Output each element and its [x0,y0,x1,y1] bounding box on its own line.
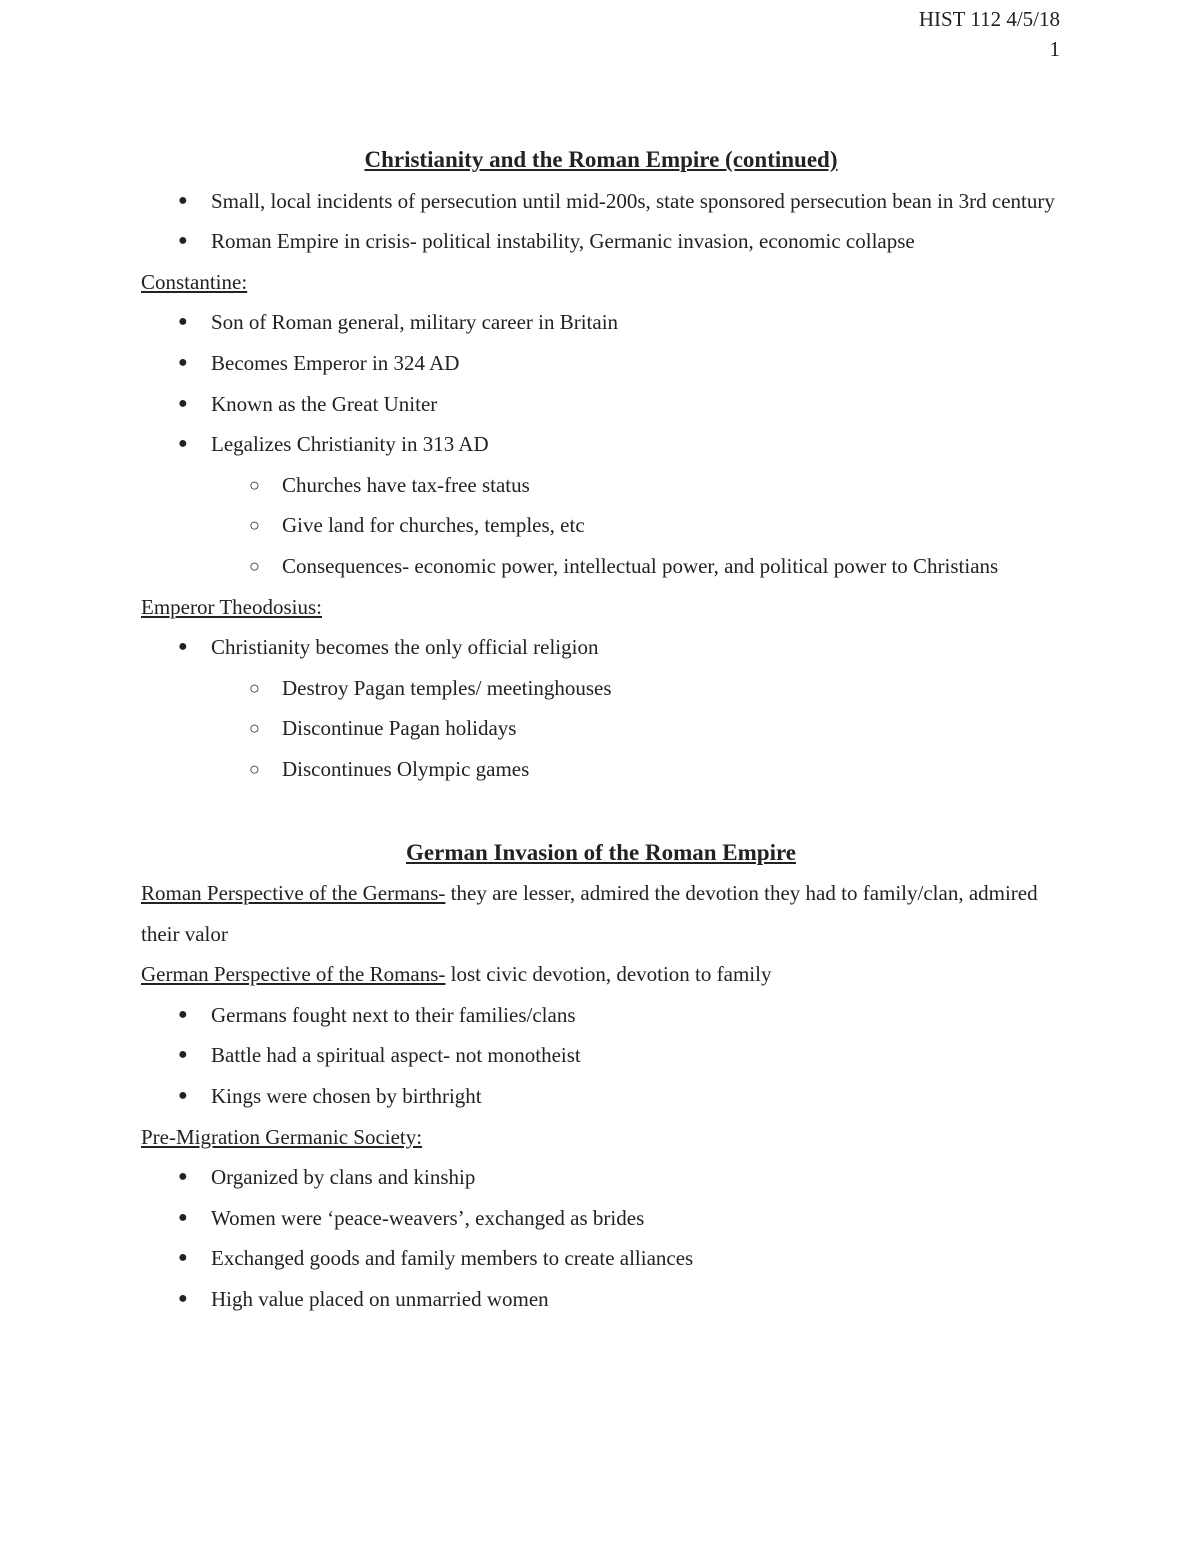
list-item-text: Son of Roman general, military career in Britain [211,310,619,335]
list-item-text: High value placed on unmarried women [211,1287,549,1312]
list-item [141,424,1061,465]
bullet-icon: ● [178,1046,188,1064]
subheading-label: Pre-Migration Germanic Society: [141,1124,423,1149]
list-item-text: Organized by clans and kinship [211,1165,476,1190]
section-title-german-invasion: German Invasion of the Roman Empire [406,839,796,865]
bullet-icon: ● [178,232,188,250]
list-item-text: Battle had a spiritual aspect- not monotheist [211,1043,581,1068]
hollow-bullet-icon: ○ [249,515,260,536]
list-item-text: Legalizes Christianity in 313 AD [211,432,489,457]
bullet-icon: ● [178,1208,188,1226]
section-title-christianity: Christianity and the Roman Empire (continued) [364,147,838,172]
list-item [141,1238,1061,1279]
bullet-list-theodosius [141,627,1061,789]
paragraph-label: German Perspective of the Romans- [141,962,446,987]
bullet-list-constantine [141,302,1061,586]
subheading-pre-migration [141,1117,1061,1158]
bullet-icon: ● [178,1249,188,1267]
bullet-list-pre-migration [141,1157,1061,1319]
list-item [141,1279,1061,1320]
subheading-label: Constantine: [141,269,248,294]
list-item-text: Discontinue Pagan holidays [282,716,517,741]
list-item [141,384,1061,425]
list-item-text: Christianity becomes the only official religion [211,635,599,660]
bullet-icon: ● [178,1005,188,1023]
bullet-icon: ● [178,638,188,656]
bullet-icon: ● [178,353,188,371]
subheading-theodosius [141,587,1061,628]
subheading-constantine [141,262,1061,303]
list-item [141,1198,1061,1239]
header-page-number: 1 [1049,37,1060,61]
page-header [919,4,1060,64]
header-course-date: HIST 112 4/5/18 [918,7,1060,31]
bullet-icon: ● [178,313,188,331]
sub-list-item [141,668,1061,709]
bullet-icon: ● [178,1290,188,1308]
list-item-text: Exchanged goods and family members to create alliances [211,1246,694,1271]
hollow-bullet-icon: ○ [249,758,260,779]
list-item [141,343,1061,384]
document-body [141,140,1061,1320]
bullet-list-german-perspective [141,995,1061,1117]
list-item [141,302,1061,343]
bullet-icon: ● [178,1168,188,1186]
sub-list-item [141,465,1061,506]
list-item-text: Roman Empire in crisis- political instability, Germanic invasion, economic collapse [211,229,915,254]
list-item-text: Small, local incidents of persecution until mid-200s, state sponsored persecution bean in 3rd century [211,188,1055,213]
list-item [141,627,1061,668]
list-item-text: Becomes Emperor in 324 AD [211,350,460,375]
list-item-text: Kings were chosen by birthright [211,1084,482,1109]
list-item [141,221,1061,262]
paragraph-text: lost civic devotion, devotion to family [445,962,772,987]
bullet-icon: ● [178,1087,188,1105]
hollow-bullet-icon: ○ [249,677,260,698]
hollow-bullet-icon: ○ [249,555,260,576]
list-item [141,181,1061,222]
bullet-icon: ● [178,435,188,453]
bullet-icon: ● [178,394,188,412]
list-item-text: Consequences- economic power, intellectual power, and political power to Christians [282,553,999,578]
list-item [141,995,1061,1036]
sub-list-item [141,546,1061,587]
list-item-text: Destroy Pagan temples/ meetinghouses [282,675,612,700]
paragraph-text: they are lesser, admired the devotion they had to family/clan, admired their valor [141,881,1038,946]
bullet-list-crisis [141,181,1061,262]
paragraph-roman-perspective [141,873,1061,954]
list-item-text: Women were ‘peace-weavers’, exchanged as brides [211,1205,645,1230]
list-item [141,1076,1061,1117]
list-item-text: Give land for churches, temples, etc [282,513,585,538]
list-item [141,1157,1061,1198]
hollow-bullet-icon: ○ [249,474,260,495]
list-item-text: Discontinues Olympic games [282,756,530,781]
sub-list-item [141,749,1061,790]
sub-list-item [141,708,1061,749]
list-item-text: Churches have tax-free status [282,472,530,497]
subheading-label: Emperor Theodosius: [141,594,323,619]
list-item-text: Germans fought next to their families/clans [211,1002,576,1027]
bullet-icon: ● [178,191,188,209]
hollow-bullet-icon: ○ [249,718,260,739]
sub-list-item [141,505,1061,546]
paragraph-label: Roman Perspective of the Germans- [141,881,446,906]
list-item [141,1035,1061,1076]
list-item-text: Known as the Great Uniter [211,391,438,416]
paragraph-german-perspective [141,954,1061,995]
